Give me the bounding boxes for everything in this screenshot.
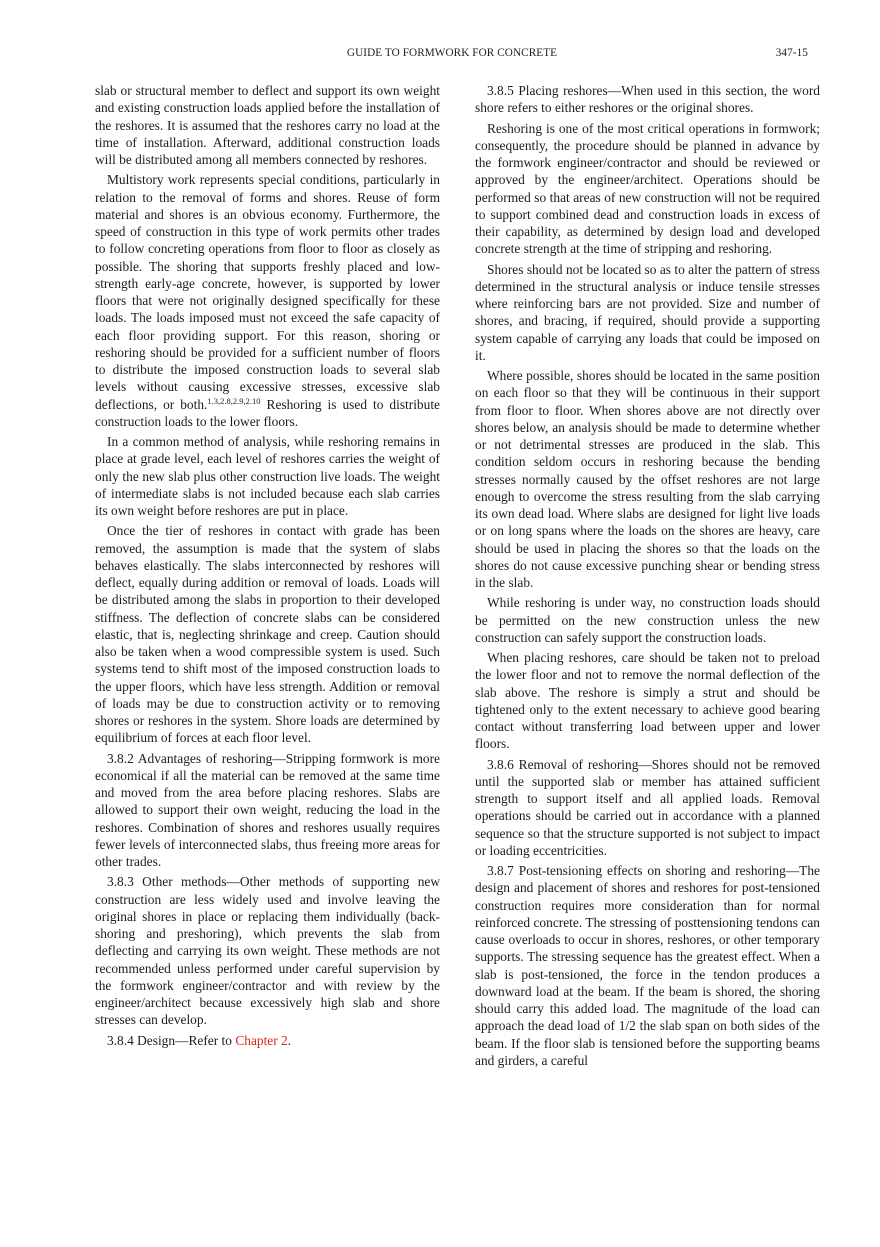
page-header — [96, 47, 808, 67]
chapter-2-link[interactable]: Chapter 2 — [235, 1032, 288, 1048]
paragraph: Once the tier of reshores in contact with grade has been removed, the assumption is made that the system of slabs behaves elastically. The slabs interconnected by reshores will deflect, equally during addition or removal of loads. Loads will be distributed among the slabs in proportion to their developed stiffness. The deflection of concrete slabs can be considered elastic, that is, neglecting shrinkage and creep. Caution should also be taken when a wood compressible system is used. Such systems tend to shift most of the imposed construction loads to the upper floors, which have less strength. Addition or removal of loads may be due to construction activity or to removing shores or reshores in the system. Shore loads are determined by equilibrium of forces at each floor level. — [95, 523, 440, 746]
paragraph: Shores should not be located so as to alter the pattern of stress determined in the structural analysis or induce tensile stresses where reinforcing bars are not provided. Size and number of shores, and bracing, if required, should provide a supporting system capable of carrying any loads that could be imposed on it. — [475, 261, 820, 363]
paragraph-text: 3.8.4 Design—Refer to — [107, 1032, 236, 1048]
paragraph-text: . — [287, 1032, 292, 1048]
right-column — [475, 82, 820, 1072]
paragraph: slab or structural member to deflect and support its own weight and existing construction loads applied before the installation of the reshores. It is assumed that the reshores carry no load at the time of installation. Afterward, additional construction loads will be distributed among all members connected by reshores. — [95, 83, 440, 167]
paragraph-advantages-of-reshoring: 3.8.2 Advantages of reshoring—Stripping formwork is more economical if all the material can be removed at the same time and moved from the area before placing reshores. Slabs are allowed to support their own weight, reducing the load in the reshores. Combination of shores and reshores usually requires fewer levels of interconnected slabs, thus freeing more areas for other trades. — [95, 750, 440, 869]
paragraph-other-methods: 3.8.3 Other methods—Other methods of supporting new construction are less widely used and involve leaving the original shores in place or replacing them individually (backshoring and preshoring), which prevents the slab from deflecting and carrying its own weight. These methods are not recommended unless performed under careful supervision by the formwork engineer/contractor and with review by the engineer/architect because excessively high slab and shore stresses can develop. — [95, 874, 440, 1028]
paragraph-removal-of-reshoring: 3.8.6 Removal of reshoring—Shores should not be removed until the supported slab or member has attained sufficient strength to support itself and all applied loads. Removal operations should be carried out in accordance with a planned sequence so that the structure supported is not subject to impact or loading eccentricities. — [475, 756, 820, 858]
page-number: 347-15 — [775, 47, 808, 59]
paragraph: Where possible, shores should be located in the same position on each floor so that they will be continuous in their support from floor to floor. When shores above are not directly over shores below, an analysis should be made to determine whether or not detrimental stresses are produced in the slab. This condition seldom occurs in reshoring because the bending stresses normally caused by the offset reshores are not large enough to overcome the stress resulting from the slab carrying its own dead load. Where slabs are designed for light live loads or on long spans where the loads on the shores are heavy, care should be used in placing the shores so that the loads on the shores do not cause excessive punching shear or bending stress in the slab. — [475, 368, 820, 590]
paragraph: In a common method of analysis, while reshoring remains in place at grade level, each level of reshores carries the weight of only the new slab plus other construction live loads. The weight of intermediate slabs is not included because each slab carries its own weight before reshores are put in place. — [95, 434, 440, 518]
paragraph-text: Reshoring is used to distribute construction loads to the lower floors. — [95, 396, 440, 429]
paragraph-placing-reshores: 3.8.5 Placing reshores—When used in this section, the word shore refers to either reshores or the original shores. — [475, 83, 820, 116]
paragraph-text: Multistory work represents special conditions, particularly in relation to the removal of forms and shores. Reuse of form material and shores is an obvious economy. Furthermore, the speed of construction in this type of work permits other trades to follow concreting operations from floor to floor as closely as possible. The shoring that supports freshly placed and low-strength early-age concrete, however, is supported by lower floors that were not originally designed specifically for these loads. The loads imposed must not exceed the safe capacity of each floor providing support. For this reason, shoring or reshoring should be provided for a sufficient number of floors to distribute the imposed construction loads to several slab levels without causing excessive stresses, excessive slab deflections, or both. — [95, 172, 440, 412]
paragraph: While reshoring is under way, no construction loads should be permitted on the new construction unless the new construction can safely support the construction loads. — [475, 595, 820, 645]
left-column — [95, 82, 440, 1052]
paragraph-post-tensioning-effects: 3.8.7 Post-tensioning effects on shoring and reshoring—The design and placement of shores and reshores for post-tensioned construction requires more consideration than for normal reinforced concrete. The stressing of posttensioning tendons can cause overloads to occur in shores, reshores, or other temporary supports. The stressing sequence has the greatest effect. When a slab is post-tensioned, the force in the tendon produces a downward load at the beam. If the beam is shored, the shoring should carry this added load. The magnitude of the load can approach the dead load of 1/2 the slab span on both sides of the beam. If the floor slab is tensioned before the supporting beams and girders, a careful — [475, 863, 820, 1068]
running-title: GUIDE TO FORMWORK FOR CONCRETE — [346, 47, 558, 59]
paragraph-design — [95, 1032, 440, 1049]
reference-superscript: 1.3,2.8,2.9,2.10 — [207, 395, 261, 406]
paragraph-multistory — [95, 171, 440, 430]
paragraph: When placing reshores, care should be taken not to preload the lower floor and not to remove the normal deflection of the slab above. The reshore is simply a strut and should be tightened only to the extent necessary to achieve good bearing contact without transferring load between upper and lower floors. — [475, 650, 820, 752]
paragraph: Reshoring is one of the most critical operations in formwork; consequently, the procedure should be planned in advance by the formwork engineer/contractor and should be reviewed or approved by the engineer/architect. Operations should be performed so that areas of new construction will not be required to support combined dead and construction loads in excess of their capability, as determined by design load and developed concrete strength at the time of stripping and reshoring. — [475, 120, 820, 257]
